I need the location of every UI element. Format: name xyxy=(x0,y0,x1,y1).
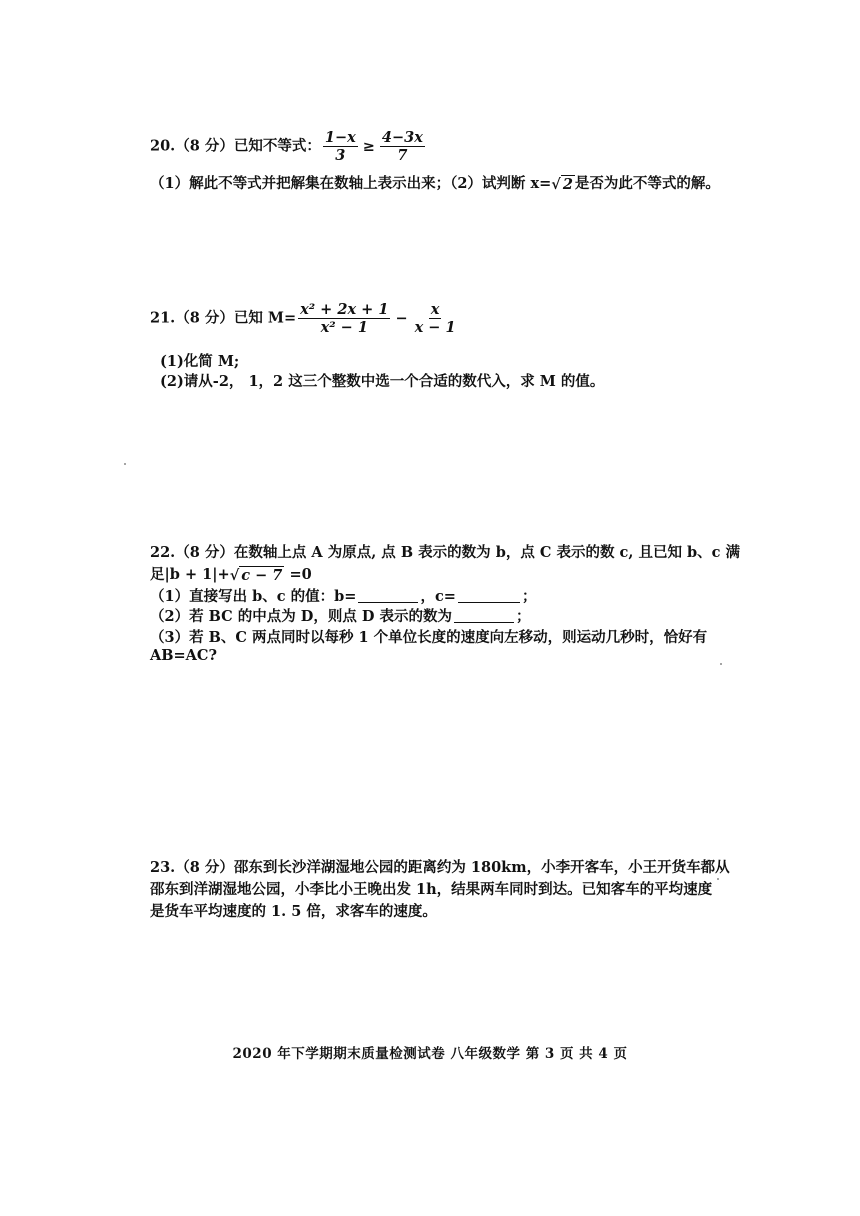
answer-blank-d[interactable] xyxy=(454,622,514,623)
question-23-line1: 23.（8 分）邵东到长沙洋湖湿地公园的距离约为 180km，小李开客车，小王开货车都从 xyxy=(150,859,730,876)
q20-sqrt: √ 2 xyxy=(551,175,573,193)
q22-sqrt: √ c − 7 xyxy=(229,566,283,584)
q20-ge-sign: ≥ xyxy=(362,138,375,156)
question-21-label: 21.（8 分）已知 M= xyxy=(150,309,297,327)
question-23-line3: 是货车平均速度的 1. 5 倍，求客车的速度。 xyxy=(150,903,437,920)
question-20-line1 xyxy=(150,130,427,163)
question-21-sub2: (2)请从-2， 1，2 这三个整数中选一个合适的数代入，求 M 的值。 xyxy=(160,373,605,390)
answer-blank-b[interactable] xyxy=(358,602,418,603)
answer-blank-c[interactable] xyxy=(458,602,520,603)
scan-speck xyxy=(717,878,719,880)
scan-speck xyxy=(720,663,722,665)
question-20-line2: （1）解此不等式并把解集在数轴上表示出来；（2）试判断 x=√ 2 是否为此不等式的解。 xyxy=(150,175,720,193)
q21-minus-sign: − xyxy=(395,310,408,328)
question-21-sub1: (1)化简 M; xyxy=(160,353,240,370)
q21-fraction-right: $\frac{x}{x - 1}$ xyxy=(414,301,456,337)
question-22-sub1: （1）直接写出 b、c 的值：b= ，c= ； xyxy=(150,588,537,605)
question-20-label: 20.（8 分）已知不等式： xyxy=(150,137,321,155)
question-22-sub3-line2: AB=AC? xyxy=(150,647,217,664)
question-22-line1: 22.（8 分）在数轴上点 A 为原点, 点 B 表示的数为 b，点 C 表示的数 c, 且已知 b、c 满 xyxy=(150,544,741,561)
page-footer: 2020 年下学期期末质量检测试卷 八年级数学 第 3 页 共 4 页 xyxy=(232,1046,628,1062)
question-22-line2: 足|b + 1|+√ c − 7 =0 xyxy=(150,566,312,584)
question-22-sub3-line1: （3）若 B、C 两点同时以每秒 1 个单位长度的速度向左移动，则运动几秒时，恰好有 xyxy=(150,629,708,646)
scan-speck xyxy=(124,463,126,465)
question-21-line1 xyxy=(150,302,460,335)
q20-fraction-left: $\frac{1-x}{3}$ xyxy=(324,129,356,165)
question-23-line2: 邵东到洋湖湿地公园，小李比小王晚出发 1h，结果两车同时到达。已知客车的平均速度 xyxy=(150,881,713,898)
q20-fraction-right: $\frac{4-3x}{7}$ xyxy=(381,129,423,165)
q21-fraction-left: $\frac{\text{x² + 2x + 1}}{\text{x² − 1}}$ xyxy=(300,301,389,337)
question-22-sub2: （2）若 BC 的中点为 D，则点 D 表示的数为 ； xyxy=(150,608,531,625)
